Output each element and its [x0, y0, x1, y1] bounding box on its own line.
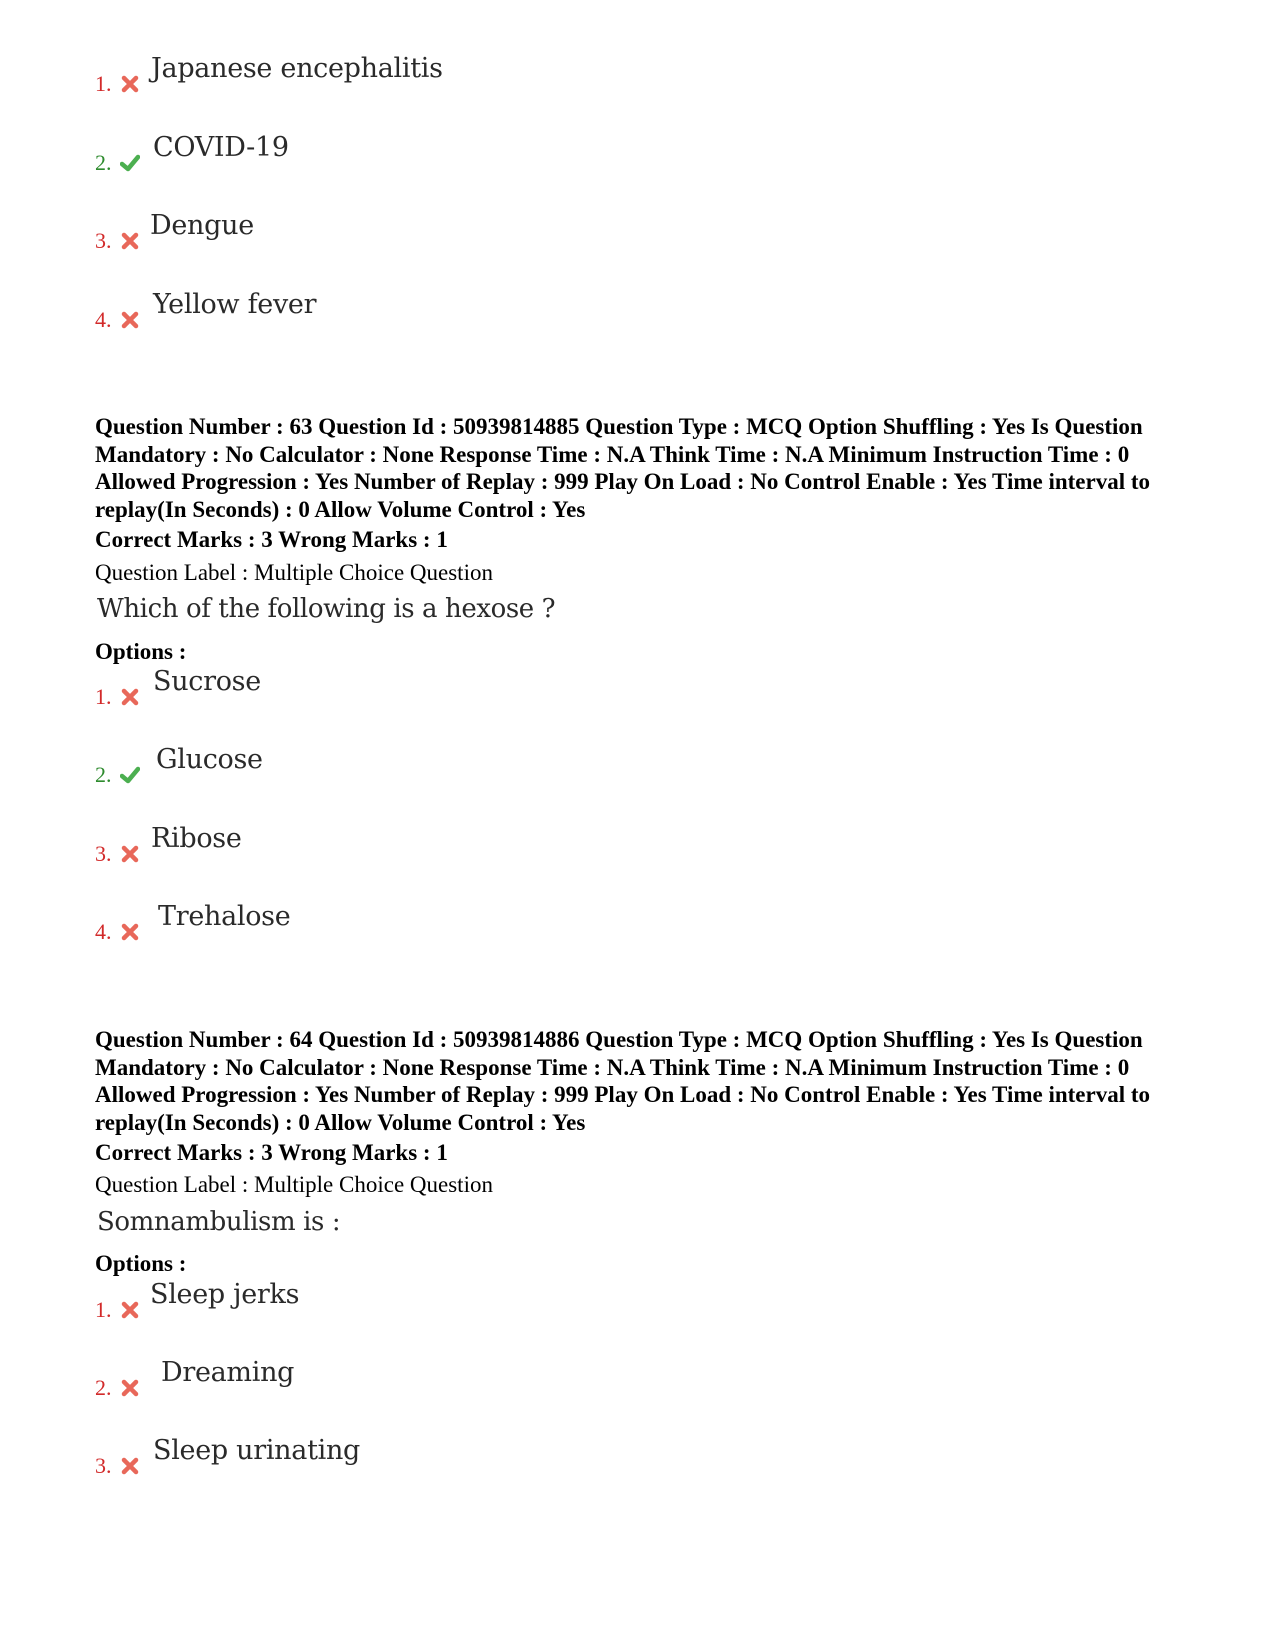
- option-row: [95, 291, 695, 331]
- option-number: 1.: [95, 1297, 112, 1322]
- question-63-marks: Correct Marks : 3 Wrong Marks : 1: [95, 527, 448, 552]
- option-text: Sucrose: [153, 666, 261, 697]
- question-63-text: Which of the following is a hexose ?: [97, 594, 556, 624]
- option-number: 2.: [95, 150, 112, 175]
- option-text: Dengue: [150, 210, 254, 241]
- option-number: 2.: [95, 1375, 112, 1400]
- question-64-marks: Correct Marks : 3 Wrong Marks : 1: [95, 1140, 448, 1165]
- option-row: [95, 55, 695, 95]
- cross-icon: [120, 1457, 140, 1475]
- option-number: 4.: [95, 307, 112, 332]
- question-63-meta: Question Number : 63 Question Id : 50939814885 Question Type : MCQ Option Shuffling : Yes Is Question Mandatory : No Calculator : None Response Time : N.A Think Time : N.A Minimum Instruction Time : 0 Allowed Progression : Yes Number of Replay : 999 Play On Load : No Control Enable : Yes Time interval to replay(In Seconds) : 0 Allow Volume Control : Yes: [95, 414, 1151, 522]
- cross-icon: [120, 845, 140, 863]
- question-63-options-label: Options :: [95, 639, 187, 664]
- option-text: Glucose: [156, 744, 263, 775]
- option-row: [95, 1281, 695, 1321]
- option-number: 1.: [95, 71, 112, 96]
- option-number: 2.: [95, 762, 112, 787]
- option-number: 3.: [95, 1453, 112, 1478]
- option-text: Sleep urinating: [153, 1435, 361, 1466]
- question-63-label: Question Label : Multiple Choice Question: [95, 560, 493, 585]
- option-number: 3.: [95, 841, 112, 866]
- question-64-options-label: Options :: [95, 1251, 187, 1276]
- option-number: 3.: [95, 228, 112, 253]
- option-row: [95, 825, 695, 865]
- option-row: [95, 134, 695, 174]
- option-row: [95, 746, 695, 786]
- option-number: 4.: [95, 919, 112, 944]
- option-row: [95, 668, 695, 708]
- cross-icon: [120, 923, 140, 941]
- cross-icon: [120, 75, 140, 93]
- option-text: Yellow fever: [153, 289, 317, 320]
- cross-icon: [120, 688, 140, 706]
- option-row: [95, 212, 695, 252]
- question-64-text: Somnambulism is :: [97, 1207, 341, 1237]
- option-row: [95, 903, 695, 943]
- option-text: Dreaming: [161, 1357, 295, 1388]
- cross-icon: [120, 311, 140, 329]
- option-row: [95, 1359, 695, 1399]
- cross-icon: [120, 1379, 140, 1397]
- question-64-label: Question Label : Multiple Choice Question: [95, 1172, 493, 1197]
- cross-icon: [120, 1301, 140, 1319]
- option-text: Japanese encephalitis: [151, 53, 443, 84]
- cross-icon: [120, 232, 140, 250]
- check-icon: [120, 154, 140, 172]
- option-text: Trehalose: [158, 901, 291, 932]
- option-text: Sleep jerks: [150, 1279, 300, 1310]
- check-icon: [120, 766, 140, 784]
- option-text: Ribose: [151, 823, 242, 854]
- option-row: [95, 1437, 695, 1477]
- question-64-meta: Question Number : 64 Question Id : 50939814886 Question Type : MCQ Option Shuffling : Yes Is Question Mandatory : No Calculator : None Response Time : N.A Think Time : N.A Minimum Instruction Time : 0 Allowed Progression : Yes Number of Replay : 999 Play On Load : No Control Enable : Yes Time interval to replay(In Seconds) : 0 Allow Volume Control : Yes: [95, 1027, 1151, 1135]
- option-text: COVID-19: [153, 132, 289, 163]
- option-number: 1.: [95, 684, 112, 709]
